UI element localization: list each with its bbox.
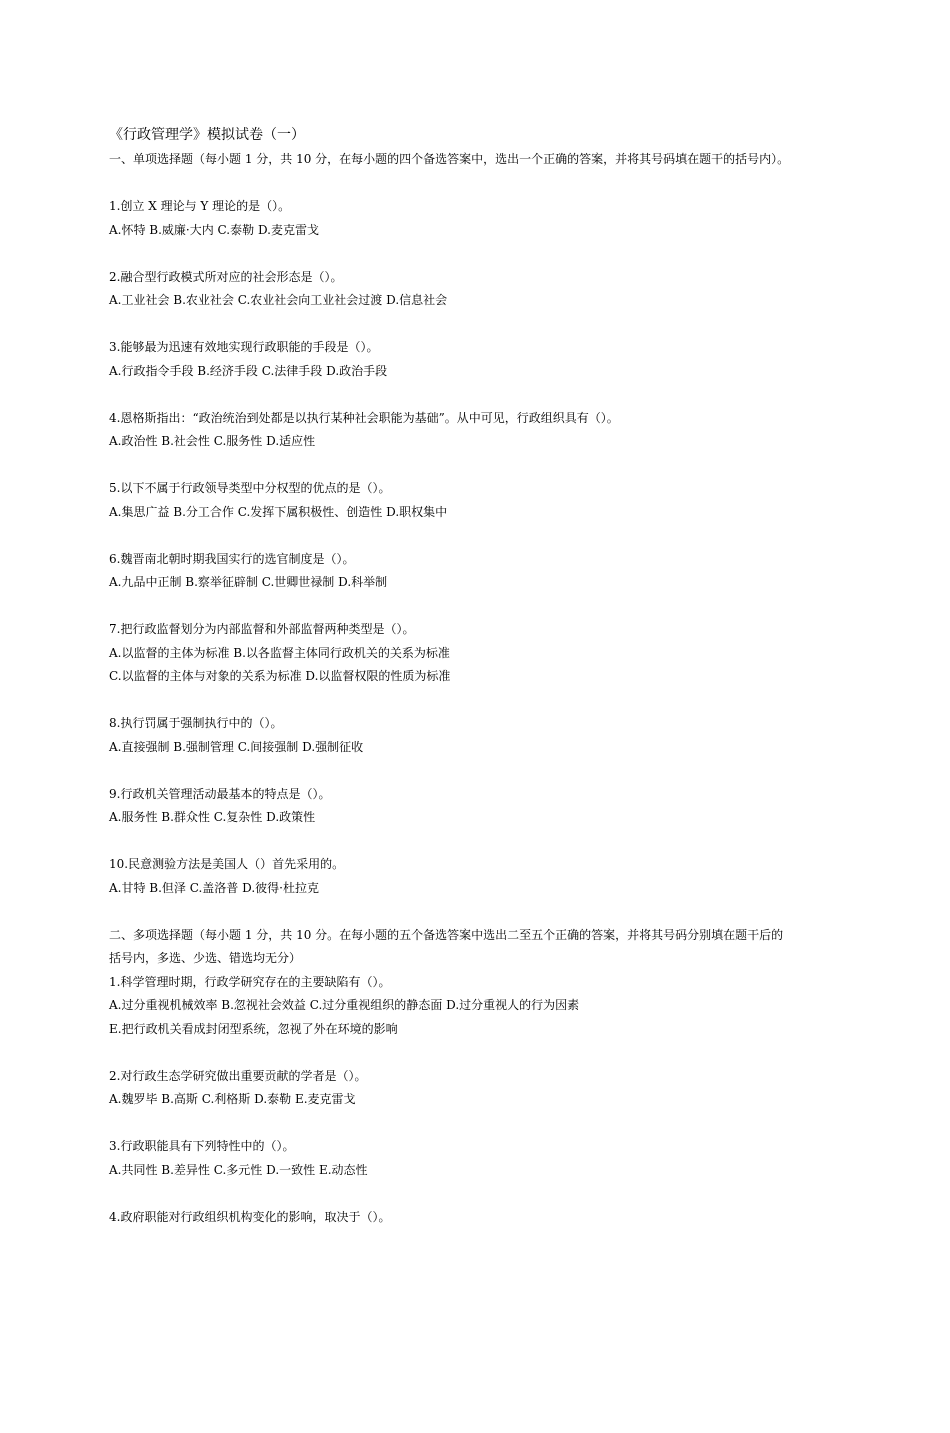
question-stem: 9.行政机关管理活动最基本的特点是（）。 bbox=[109, 786, 331, 801]
question-stem: 10.民意测验方法是美国人（）首先采用的。 bbox=[109, 857, 345, 871]
question-options: A.工业社会 B.农业社会 C.农业社会向工业社会过渡 D.信息社会 bbox=[109, 293, 448, 307]
question-stem: 1.创立 X 理论与 Y 理论的是（）。 bbox=[109, 199, 291, 213]
question-options: C.以监督的主体与对象的关系为标准 D.以监督权限的性质为标准 bbox=[109, 669, 451, 683]
question-stem: 7.把行政监督划分为内部监督和外部监督两种类型是（）。 bbox=[109, 622, 415, 636]
question-stem: 5.以下不属于行政领导类型中分权型的优点的是（）。 bbox=[109, 481, 391, 495]
question-options: A.以监督的主体为标准 B.以各监督主体同行政机关的关系为标准 bbox=[109, 645, 450, 660]
question-stem: 1.科学管理时期，行政学研究存在的主要缺陷有（）。 bbox=[109, 974, 391, 989]
question-item bbox=[109, 712, 791, 759]
question-options: A.怀特 B.威廉·大内 C.泰勒 D.麦克雷戈 bbox=[109, 222, 319, 237]
question-options: A.行政指令手段 B.经济手段 C.法律手段 D.政治手段 bbox=[109, 363, 388, 378]
question-stem: 3.行政职能具有下列特性中的（）。 bbox=[109, 1139, 295, 1153]
document-content bbox=[109, 124, 791, 1253]
question-stem: 3.能够最为迅速有效地实现行政职能的手段是（）。 bbox=[109, 340, 379, 354]
question-item bbox=[109, 336, 791, 383]
question-stem: 8.执行罚属于强制执行中的（）。 bbox=[109, 716, 283, 730]
question-options: A.魏罗毕 B.高斯 C.利格斯 D.泰勒 E.麦克雷戈 bbox=[109, 1092, 356, 1106]
question-options: A.直接强制 B.强制管理 C.间接强制 D.强制征收 bbox=[109, 739, 364, 754]
section-single-choice bbox=[109, 148, 791, 900]
question-options: A.九品中正制 B.察举征辟制 C.世卿世禄制 D.科举制 bbox=[109, 575, 388, 589]
question-options: A.共同性 B.差异性 C.多元性 D.一致性 E.动态性 bbox=[109, 1162, 368, 1177]
question-item bbox=[109, 971, 791, 1042]
section-multiple-choice bbox=[109, 924, 791, 1230]
question-options: A.集思广益 B.分工合作 C.发挥下属积极性、创造性 D.职权集中 bbox=[109, 504, 448, 519]
question-item bbox=[109, 618, 791, 689]
question-options: A.服务性 B.群众性 C.复杂性 D.政策性 bbox=[109, 810, 316, 824]
question-item bbox=[109, 266, 791, 313]
document-title: 《行政管理学》模拟试卷（一） bbox=[109, 127, 305, 143]
question-options: E.把行政机关看成封闭型系统，忽视了外在环境的影响 bbox=[109, 1021, 398, 1036]
section-heading: 二、多项选择题（每小题 1 分，共 10 分。在每小题的五个备选答案中选出二至五个正确的答案，并将其号码分别填在题干后的括号内，多选、少选、错选均无分） bbox=[109, 927, 784, 965]
question-item bbox=[109, 1135, 791, 1182]
question-item bbox=[109, 1065, 791, 1112]
question-stem: 6.魏晋南北朝时期我国实行的选官制度是（）。 bbox=[109, 551, 355, 566]
question-stem: 2.融合型行政模式所对应的社会形态是（）。 bbox=[109, 269, 343, 284]
question-options: A.过分重视机械效率 B.忽视社会效益 C.过分重视组织的静态面 D.过分重视人的行为因素 bbox=[109, 998, 580, 1012]
question-item bbox=[109, 195, 791, 242]
question-item bbox=[109, 548, 791, 595]
question-item bbox=[109, 853, 791, 900]
question-options: A.甘特 B.但泽 C.盖洛普 D.彼得·杜拉克 bbox=[109, 880, 319, 895]
question-options: A.政治性 B.社会性 C.服务性 D.适应性 bbox=[109, 434, 316, 448]
question-item bbox=[109, 477, 791, 524]
section-heading: 一、单项选择题（每小题 1 分，共 10 分，在每小题的四个备选答案中，选出一个正确的答案，并将其号码填在题干的括号内）。 bbox=[109, 152, 790, 166]
question-stem: 4.恩格斯指出：“政治统治到处都是以执行某种社会职能为基础”。从中可见，行政组织具有（）。 bbox=[109, 410, 619, 425]
question-item bbox=[109, 407, 791, 454]
question-stem: 2.对行政生态学研究做出重要贡献的学者是（）。 bbox=[109, 1068, 367, 1083]
question-stem: 4.政府职能对行政组织机构变化的影响，取决于（）。 bbox=[109, 1209, 391, 1224]
question-item bbox=[109, 783, 791, 830]
question-item bbox=[109, 1206, 791, 1230]
